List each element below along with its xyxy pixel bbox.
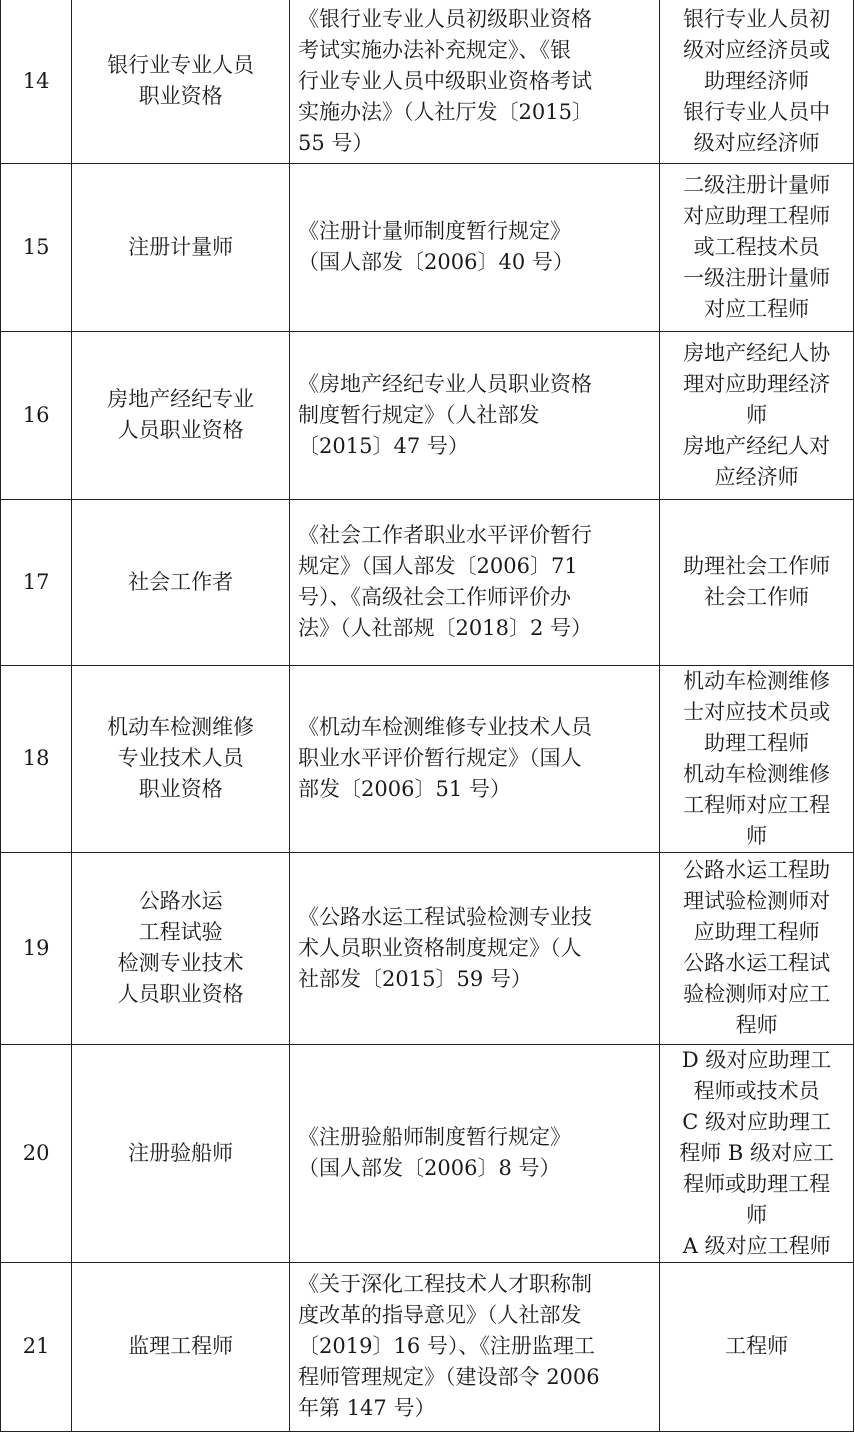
title-equivalence-line: 房地产经纪人对 <box>683 433 831 458</box>
table-row <box>1 499 854 665</box>
qualification-name <box>72 331 290 499</box>
regulation-document-line: 度改革的指导意见》（人社部发 <box>298 1303 582 1327</box>
row-number: 16 <box>1 331 72 499</box>
table-row <box>1 852 854 1044</box>
title-equivalence-line: 工程师对应工程 <box>683 792 831 817</box>
regulation-document-line: 术人员职业资格制度规定》（人 <box>298 935 582 960</box>
regulation-document <box>290 331 660 499</box>
qualification-name-line: 房地产经纪专业 <box>107 387 255 411</box>
qualification-name-line: 职业资格 <box>138 84 223 109</box>
table-row <box>1 1044 854 1262</box>
title-equivalence-line: 银行专业人员中 <box>683 99 831 124</box>
title-equivalence <box>660 852 854 1044</box>
title-equivalence-line: 程师 <box>735 1013 778 1037</box>
title-equivalence <box>660 163 854 331</box>
title-equivalence-line: 师 <box>746 823 768 848</box>
regulation-document <box>290 163 660 331</box>
qualification-name <box>72 852 290 1044</box>
qualification-name <box>72 499 290 665</box>
row-number: 18 <box>1 665 72 852</box>
regulation-document-line: （国人部发〔2006〕40 号） <box>298 250 574 274</box>
table-row <box>1 331 854 499</box>
regulation-document-line: 55 号） <box>298 130 374 155</box>
title-equivalence-line: 或工程技术员 <box>693 234 820 259</box>
title-equivalence-line: 验检测师对应工 <box>683 982 831 1006</box>
regulation-document-line: 〔2019〕16 号）、《注册监理工 <box>298 1334 595 1358</box>
table-row <box>1 163 854 331</box>
title-equivalence-line: 级对应经济师 <box>693 130 820 155</box>
title-equivalence-line: 助理经济师 <box>704 68 810 93</box>
regulation-document <box>290 665 660 852</box>
row-number: 14 <box>1 0 72 163</box>
regulation-document-line: 程师管理规定》（建设部令 2006 <box>298 1365 600 1389</box>
regulation-document-line: 《机动车检测维修专业技术人员 <box>298 715 593 739</box>
regulation-document-line: 考试实施办法补充规定》、《银 <box>298 37 572 62</box>
title-equivalence-line: 应助理工程师 <box>693 920 820 944</box>
qualification-name-line: 机动车检测维修 <box>107 715 255 739</box>
table-row <box>1 0 854 163</box>
title-equivalence-line: 助理社会工作师 <box>683 554 831 578</box>
row-number: 19 <box>1 852 72 1044</box>
qualification-name-line: 职业资格 <box>138 777 223 801</box>
regulation-document-line: 《关于深化工程技术人才职称制 <box>298 1272 593 1296</box>
title-equivalence <box>660 1044 854 1262</box>
title-equivalence <box>660 499 854 665</box>
title-equivalence <box>660 331 854 499</box>
title-equivalence-line: 工程师 <box>725 1334 789 1358</box>
title-equivalence <box>660 665 854 852</box>
regulation-document <box>290 852 660 1044</box>
regulation-document-line: 《社会工作者职业水平评价暂行 <box>298 523 593 547</box>
qualification-name-line: 社会工作者 <box>128 569 234 594</box>
regulation-document <box>290 0 660 163</box>
row-number: 15 <box>1 163 72 331</box>
regulation-document <box>290 1044 660 1262</box>
qualification-name-line: 注册计量师 <box>128 234 234 259</box>
title-equivalence-line: 程师 B 级对应工 <box>679 1140 835 1165</box>
title-equivalence-line: 社会工作师 <box>704 585 810 609</box>
title-equivalence-line: 师 <box>746 402 768 427</box>
regulation-document-line: 《房地产经纪专业人员职业资格 <box>298 371 593 396</box>
regulation-document-line: 年第 147 号） <box>298 1396 436 1420</box>
qualification-name <box>72 163 290 331</box>
qualification-name-line: 监理工程师 <box>128 1334 234 1358</box>
qualification-name-line: 专业技术人员 <box>117 746 244 770</box>
qualification-name-line: 银行业专业人员 <box>107 53 255 78</box>
title-equivalence-line: 二级注册计量师 <box>683 172 831 197</box>
title-equivalence-line: 机动车检测维修 <box>683 761 831 786</box>
row-number: 20 <box>1 1044 72 1262</box>
qualification-name-line: 人员职业资格 <box>117 418 244 442</box>
regulation-document-line: 《银行业专业人员初级职业资格 <box>298 6 593 31</box>
qualification-name <box>72 0 290 163</box>
regulation-document-line: （国人部发〔2006〕8 号） <box>298 1156 561 1180</box>
regulation-document-line: 规定》（国人部发〔2006〕71 <box>298 554 578 578</box>
title-equivalence-line: 程师或技术员 <box>693 1078 820 1103</box>
regulation-document-line: 法》（人社部规〔2018〕2 号） <box>298 616 592 640</box>
title-equivalence-line: 房地产经纪人协 <box>683 340 831 365</box>
title-equivalence-line: 对应助理工程师 <box>683 203 831 228</box>
qualification-name <box>72 1262 290 1431</box>
title-equivalence-line: 程师或助理工程 <box>683 1171 831 1196</box>
title-equivalence <box>660 0 854 163</box>
table-body <box>1 0 854 1431</box>
regulation-document-line: 《注册计量师制度暂行规定》 <box>298 219 572 243</box>
title-equivalence-line: 银行专业人员初 <box>683 6 831 31</box>
row-number: 17 <box>1 499 72 665</box>
title-equivalence-line: C 级对应助理工 <box>682 1109 832 1134</box>
regulation-document-line: 《注册验船师制度暂行规定》 <box>298 1125 572 1149</box>
table-row <box>1 665 854 852</box>
regulation-document-line: 行业专业人员中级职业资格考试 <box>298 68 593 93</box>
title-equivalence-line: 理对应助理经济 <box>683 371 831 396</box>
title-equivalence-line: 一级注册计量师 <box>683 265 831 290</box>
regulation-document-line: 《公路水运工程试验检测专业技 <box>298 904 593 929</box>
qualification-name-line: 公路水运 <box>138 889 223 913</box>
title-equivalence-line: 对应工程师 <box>704 296 810 321</box>
title-equivalence-line: A 级对应工程师 <box>682 1233 831 1258</box>
title-equivalence-line: 公路水运工程试 <box>683 951 831 975</box>
regulation-document <box>290 1262 660 1431</box>
row-number: 21 <box>1 1262 72 1431</box>
regulation-document-line: 部发〔2006〕51 号） <box>298 777 511 801</box>
qualification-name-line: 注册验船师 <box>128 1140 234 1165</box>
title-equivalence-line: D 级对应助理工 <box>681 1047 832 1072</box>
title-equivalence-line: 应经济师 <box>714 464 799 489</box>
title-equivalence-line: 理试验检测师对 <box>683 889 831 913</box>
qualification-name-line: 工程试验 <box>138 920 223 944</box>
title-equivalence <box>660 1262 854 1431</box>
title-equivalence-line: 师 <box>746 1202 768 1227</box>
qualification-name-line: 检测专业技术 <box>117 951 244 975</box>
regulation-document-line: 号）、《高级社会工作师评价办 <box>298 585 572 609</box>
table-row <box>1 1262 854 1431</box>
qualification-name <box>72 665 290 852</box>
regulation-document-line: 实施办法》（人社厅发〔2015〕 <box>298 99 593 124</box>
title-equivalence-line: 机动车检测维修 <box>683 668 831 693</box>
title-equivalence-line: 级对应经济员或 <box>683 37 831 62</box>
regulation-document-line: 〔2015〕47 号） <box>298 433 469 458</box>
regulation-document-line: 职业水平评价暂行规定》（国人 <box>298 746 582 770</box>
qualification-name <box>72 1044 290 1262</box>
title-equivalence-line: 士对应技术员或 <box>683 699 831 724</box>
title-equivalence-line: 助理工程师 <box>704 730 810 755</box>
regulation-document-line: 社部发〔2015〕59 号） <box>298 966 532 991</box>
regulation-document <box>290 499 660 665</box>
qualification-name-line: 人员职业资格 <box>117 982 244 1006</box>
regulation-document-line: 制度暂行规定》（人社部发 <box>298 402 540 427</box>
title-equivalence-line: 公路水运工程助 <box>683 858 831 882</box>
